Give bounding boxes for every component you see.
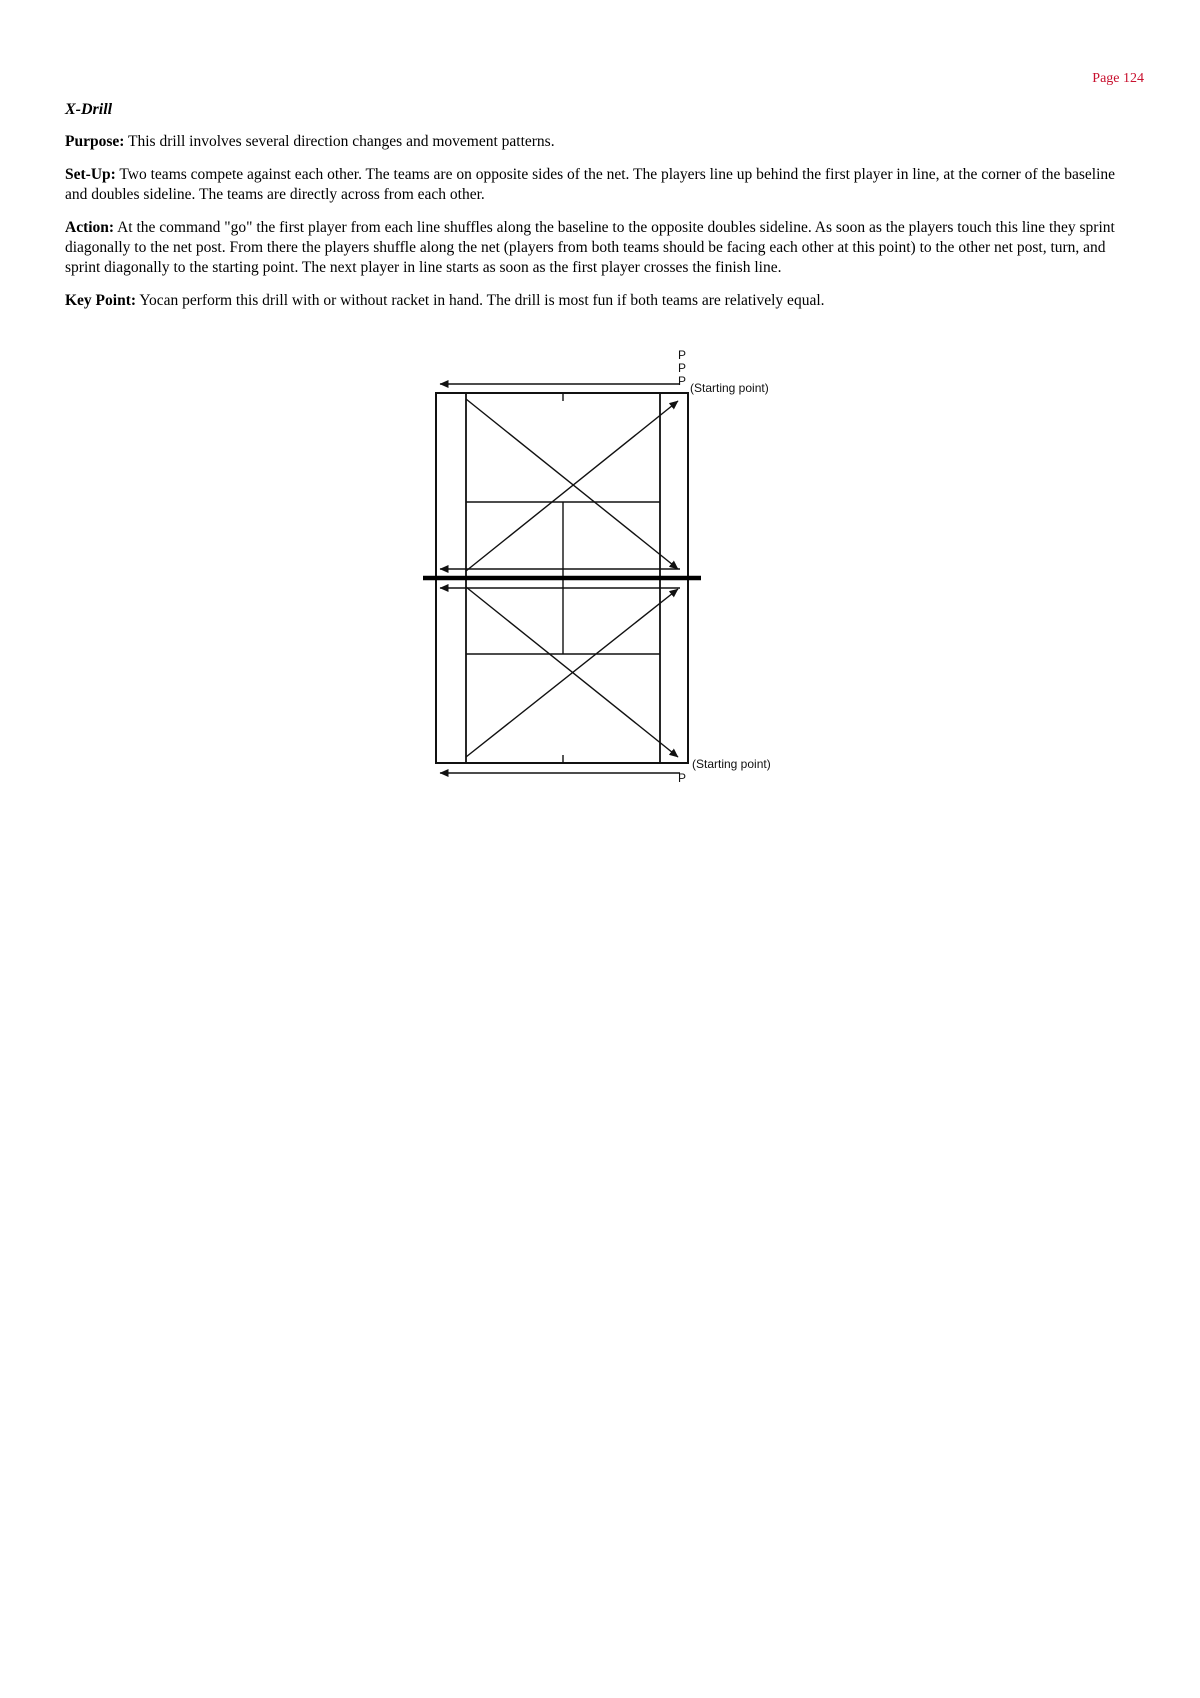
setup-label: Set-Up: (65, 166, 116, 183)
key-point-text: Yocan perform this drill with or without racket in hand. The drill is most fun if both teams are relatively equal. (139, 292, 825, 309)
action-paragraph (65, 218, 1137, 278)
diagonal-top-a (466, 399, 678, 569)
top-starting-point-label: (Starting point) (690, 381, 769, 395)
player-marker: P (678, 348, 687, 362)
key-point-paragraph (65, 291, 1137, 311)
player-marker: P (678, 771, 687, 785)
action-text: At the command "go" the first player from each line shuffles along the baseline to the opposite doubles sideline. As soon as the players touch this line they sprint diagonally to the net post. From there the players shuffle along the net (players from both teams should be facing each other at this point) to the other net post, turn, and sprint diagonally to the starting point. The next player in line starts as soon as the first player crosses the finish line. (65, 219, 1115, 276)
player-marker: P (678, 361, 687, 375)
setup-paragraph (65, 165, 1137, 205)
setup-text: Two teams compete against each other. The teams are on opposite sides of the net. The players line up behind the first player in line, at the corner of the baseline and doubles sideline. The teams are directly across from each other. (65, 166, 1116, 203)
purpose-paragraph (65, 132, 1137, 152)
page-number: Page 124 (1092, 71, 1144, 86)
section-title: X-Drill (65, 101, 113, 118)
purpose-text: This drill involves several direction changes and movement patterns. (128, 133, 555, 150)
bottom-starting-point-label: (Starting point) (692, 757, 771, 771)
diagonal-top-b (466, 401, 678, 571)
action-label: Action: (65, 219, 115, 236)
purpose-label: Purpose: (65, 133, 125, 150)
player-marker: P (678, 374, 687, 388)
document-body (65, 100, 1137, 324)
court-diagram (418, 345, 798, 785)
key-point-label: Key Point: (65, 292, 137, 309)
